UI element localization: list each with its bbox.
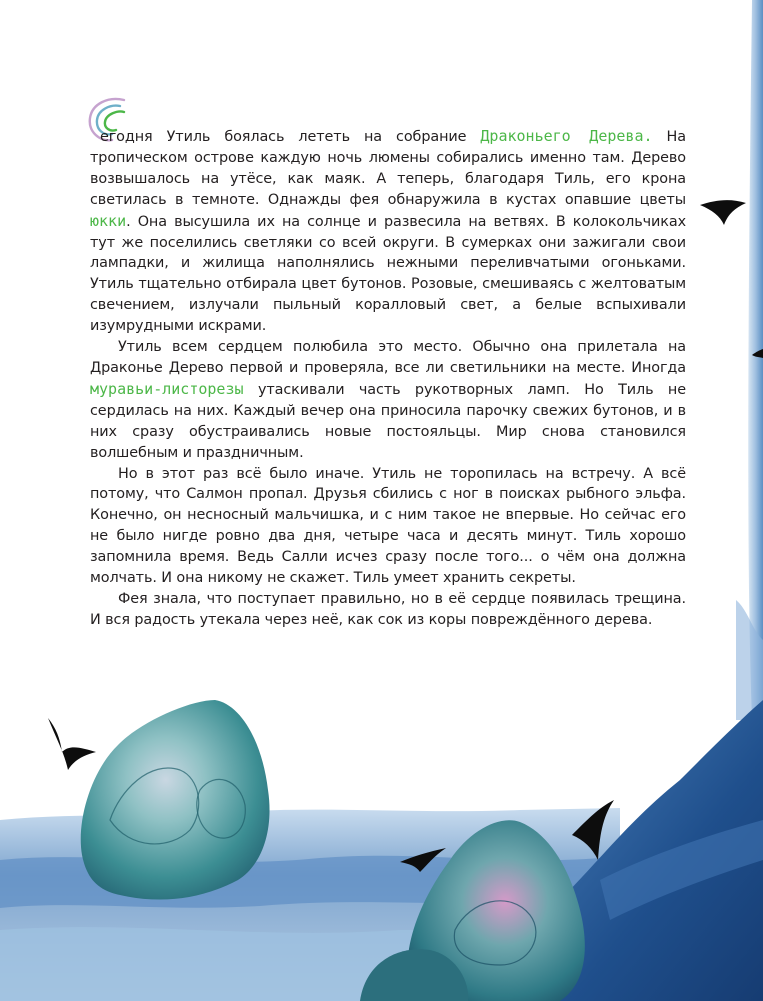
- teal-rock-left: [81, 700, 270, 900]
- dropcap-letter: [90, 129, 100, 145]
- highlighted-term: юкки: [90, 211, 127, 230]
- paragraph: [90, 589, 686, 631]
- text-run: егодня Утиль боялась лететь на собрание: [99, 129, 481, 145]
- text-run: Фея знала, что поступает правильно, но в её сердце появилась трещина. И вся радость утекала через неё, как сок из коры повреждённого дерева.: [90, 590, 686, 628]
- tree-trunk: [736, 0, 763, 720]
- text-run: Утиль всем сердцем полюбила это место. Обычно она прилетала на Драконье Дерево первой и проверяла, все ли светильники на месте. Иногда: [90, 339, 686, 376]
- paragraph: [90, 464, 686, 589]
- text-run: Но в этот раз всё было иначе. Утиль не торопилась на встречу. А всё потому, что Салмон пропал. Друзья сбились с ног в поисках рыбного эльфа. Конечно, он несносный мальчишка, и с ним такое не впервые. Но сейчас его не было нигде ровно два дня, четыре часа и десять минут. Тиль хорошо запомнила время. Ведь Салли исчез сразу после того... о чём она должна молчать. И она никому не скажет. Тиль умеет хранить секреты.: [90, 465, 686, 587]
- story-text: [90, 126, 686, 631]
- text-run: утаскивали часть рукотворных ламп. Но Тиль не сердилась на них. Каждый вечер она приносила парочку свежих бутонов, и в них сразу обустраивались новые постояльцы. Мир снова становился волшебным и праздничным.: [90, 381, 686, 461]
- text-run: На тропическом острове каждую ночь люмены собирались именно там. Дерево возвышалось на утёсе, как маяк. А теперь, благодаря Тиль, его крона светилась в темноте. Однажды фея обнаружила в кустах опавшие цветы: [90, 129, 686, 208]
- paragraph: [90, 337, 686, 463]
- bird-1: [700, 200, 746, 225]
- highlighted-term: Драконьего Дерева.: [480, 127, 653, 145]
- paragraph: [90, 126, 686, 337]
- bird-2: [48, 718, 96, 770]
- highlighted-term: муравьи-листорезы: [90, 379, 244, 398]
- text-run: . Она высушила их на солнце и развесила на ветвях. В колокольчиках тут же поселились светляки со всей округи. В сумерках они зажигали свои лампадки, и жилища наполнялись нежными переливчатыми огоньками. Утиль тщательно отбирала цвет бутонов. Розовые, смешиваясь с желтоватым свечением, излучали пыльный коралловый свет, а белые вспыхивали изумрудными искрами.: [90, 213, 686, 335]
